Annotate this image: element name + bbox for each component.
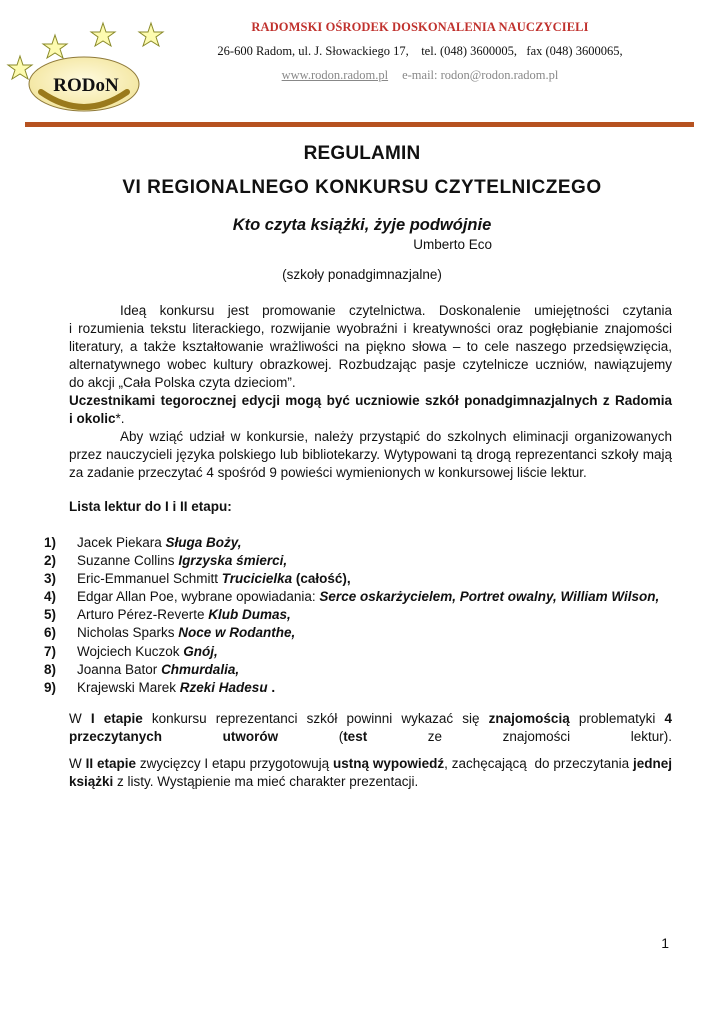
document-title: REGULAMIN [303,143,421,164]
reading-list [44,534,659,697]
header-divider [25,122,694,127]
stage-one-paragraph: W I etapie konkursu reprezentanci szkół powinni wykazać się znajomością problematyki 4 przeczytanych utworów (test ze znajomości lektur). [69,711,672,744]
org-name: RADOMSKI OŚRODEK DOSKONALENIA NAUCZYCIELI [251,20,589,34]
rodon-logo [6,18,176,118]
entry-line: przez nauczycieli języka polskiego lub bibliotekarzy. Wytypowani tą drogą reprezentanci szkoły mają [69,447,672,462]
intro-section [69,302,672,482]
entry-line: za zadanie przeczytać 4 spośród 9 powieści wymienionych w konkursowej liście lektur. [69,465,587,480]
motto-author: Umberto Eco [413,237,492,252]
reading-list-heading: Lista lektur do I i II etapu: [69,499,232,514]
logo-text: RODoN [53,75,119,96]
org-contact [190,68,650,83]
website-link[interactable]: www.rodon.radom.pl [281,68,389,82]
list-item: 8) Joanna Bator Chmurdalia, [44,661,240,677]
list-item: 3) Eric-Emmanuel Schmitt Trucicielka (całość), [44,571,351,587]
participants-line: i okolic*. [69,411,125,426]
participants-line: Uczestnikami tegorocznej edycji mogą być uczniowie szkół ponadgimnazjalnych z Radomia [69,393,672,408]
motto: Kto czyta książki, żyje podwójnie [232,216,492,234]
list-item: 7) Wojciech Kuczok Gnój, [44,643,218,659]
list-item: 1) Jacek Piekara Sługa Boży, [44,535,242,550]
page-number: 1 [661,935,669,951]
org-address: 26-600 Radom, ul. J. Słowackiego 17, tel. (048) 3600005, fax (048) 3600065, [217,44,623,58]
stage-two-paragraph: W II etapie zwycięzcy I etapu przygotowują ustną wypowiedź, zachęcającą do przeczytania jednej książki z listy. Wystąpienie ma mieć charakter prezentacji. [69,756,672,789]
document-subtitle: VI REGIONALNEGO KONKURSU CZYTELNICZEGO [122,177,602,198]
list-item: 2) Suzanne Collins Igrzyska śmierci, [44,553,288,569]
intro-line: alternatywnego wobec kultury obrazkowej. Rozbudzając pasje czytelnicze uczniów, nawiązujemy [69,357,672,372]
school-type: (szkoły ponadgimnazjalne) [282,267,442,282]
email-text: e-mail: rodon@rodon.radom.pl [402,68,559,82]
intro-line: do akcji „Cała Polska czyta dzieciom”. [69,375,296,390]
intro-line: literatury, a także kształtowanie wrażliwości na piękno słowa – to cele naszego przedsięwzięcia, [69,339,672,354]
list-item: 6) Nicholas Sparks Noce w Rodanthe, [44,625,296,641]
intro-line: i rozumienia tekstu literackiego, rozwijanie wyobraźni i kreatywności oraz pogłębianie znajomości [69,321,672,336]
list-item: 5) Arturo Pérez-Reverte Klub Dumas, [44,607,291,623]
list-item: 9) Krajewski Marek Rzeki Hadesu . [44,679,276,695]
entry-line: Aby wziąć udział w konkursie, należy przystąpić do szkolnych eliminacji organizowanych [120,429,672,444]
intro-line: Ideą konkursu jest promowanie czytelnictwa. Doskonalenie umiejętności czytania [120,303,672,318]
list-item: 4) Edgar Allan Poe, wybrane opowiadania: Serce oskarżycielem, Portret owalny, William Wilson, [44,589,660,605]
